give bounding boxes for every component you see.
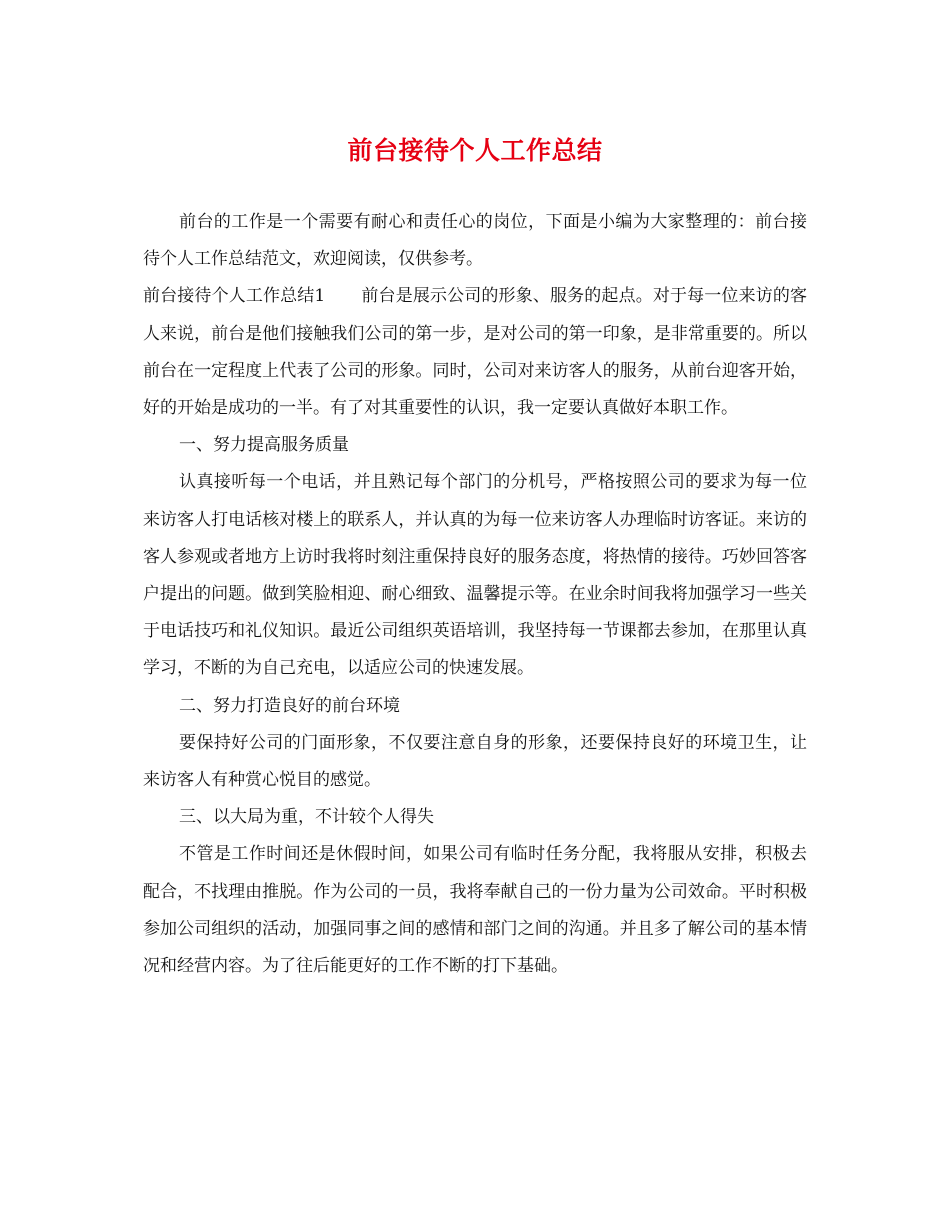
document-title: 前台接待个人工作总结: [347, 136, 603, 165]
section-paragraph-3: 不管是工作时间还是休假时间，如果公司有临时任务分配，我将服从安排，积极去配合，不找理由推脱。作为公司的一员，我将奉献自己的一份力量为公司效命。平时积极参加公司组织的活动，加强同事之间的感情和部门之间的沟通。并且多了解公司的基本情况和经营内容。为了往后能更好的工作不断的打下基础。: [143, 844, 807, 977]
summary-label: 前台接待个人工作总结1: [143, 286, 326, 307]
document-body: [143, 204, 807, 985]
intro-paragraph: 前台的工作是一个需要有耐心和责任心的岗位，下面是小编为大家整理的：前台接待个人工作总结范文，欢迎阅读，仅供参考。: [143, 212, 807, 270]
summary-paragraph: [143, 278, 807, 427]
section-paragraph-1: 认真接听每一个电话，并且熟记每个部门的分机号，严格按照公司的要求为每一位来访客人打电话核对楼上的联系人，并认真的为每一位来访客人办理临时访客证。来访的客人参观或者地方上访时我将时刻注重保持良好的服务态度，将热情的接待。巧妙回答客户提出的问题。做到笑脸相迎、耐心细致、温馨提示等。在业余时间我将加强学习一些关于电话技巧和礼仪知识。最近公司组织英语培训，我坚持每一节课都去参加，在那里认真学习，不断的为自己充电，以适应公司的快速发展。: [143, 472, 807, 679]
section-heading-2: 二、努力打造良好的前台环境: [179, 695, 400, 716]
section-heading-3: 三、以大局为重，不计较个人得失: [179, 807, 434, 828]
section-heading-1: 一、努力提高服务质量: [179, 435, 349, 456]
section-paragraph-2: 要保持好公司的门面形象，不仅要注意自身的形象，还要保持良好的环境卫生，让来访客人有种赏心悦目的感觉。: [143, 732, 807, 791]
summary-text: 前台是展示公司的形象、服务的起点。对于每一位来访的客人来说，前台是他们接触我们公司的第一步，是对公司的第一印象，是非常重要的。所以前台在一定程度上代表了公司的形象。同时，公司对来访客人的服务，从前台迎客开始，好的开始是成功的一半。有了对其重要性的认识，我一定要认真做好本职工作。: [143, 286, 807, 419]
